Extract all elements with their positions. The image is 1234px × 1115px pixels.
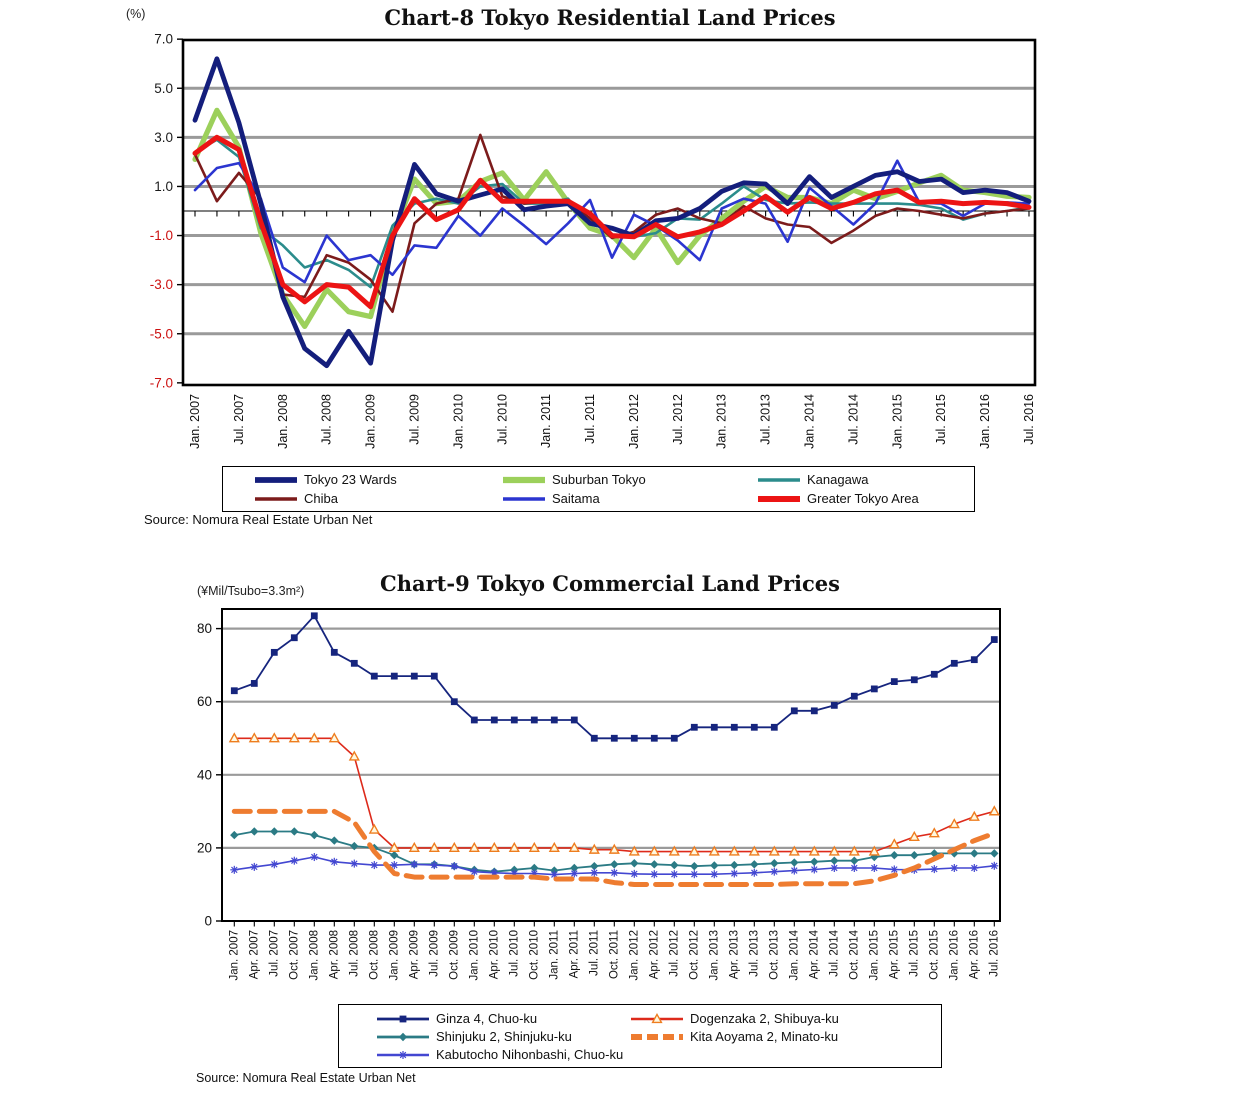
diamond-marker xyxy=(830,856,838,864)
x-tick-label: Jan. 2009 xyxy=(388,930,401,981)
legend-label: Greater Tokyo Area xyxy=(807,491,919,506)
y-tick-label: -1.0 xyxy=(149,228,173,244)
x-tick-label: Jul. 2008 xyxy=(319,394,334,445)
square-marker xyxy=(771,724,778,731)
square-marker xyxy=(491,717,498,724)
y-tick-label: 80 xyxy=(196,621,212,637)
diamond-marker xyxy=(730,861,738,869)
legend-swatch xyxy=(629,1011,685,1027)
square-marker xyxy=(471,717,478,724)
y-tick-label: 0 xyxy=(204,913,212,929)
diamond-marker xyxy=(630,859,638,867)
square-marker xyxy=(331,649,338,656)
x-tick-label: Oct. 2010 xyxy=(528,930,541,980)
triangle-marker xyxy=(990,807,999,815)
chart9-legend xyxy=(338,1004,942,1068)
square-marker xyxy=(400,1016,407,1023)
chart8-residential-line-chart xyxy=(0,0,1234,462)
y-tick-label: 5.0 xyxy=(154,80,173,96)
series-line-ginza-4-chuo-ku xyxy=(234,616,994,739)
x-tick-label: Jan. 2014 xyxy=(802,394,817,449)
diamond-marker xyxy=(290,827,298,835)
diamond-marker xyxy=(850,856,858,864)
legend-label: Kanagawa xyxy=(807,472,869,487)
square-marker xyxy=(371,673,378,680)
square-marker xyxy=(631,735,638,742)
y-tick-label: -5.0 xyxy=(149,326,173,342)
chart8-legend xyxy=(222,466,975,512)
x-tick-label: Jul. 2014 xyxy=(828,930,841,977)
x-tick-label: Jan. 2014 xyxy=(788,930,801,981)
square-marker xyxy=(571,717,578,724)
square-marker xyxy=(311,612,318,619)
x-tick-label: Oct. 2014 xyxy=(848,930,861,980)
x-tick-label: Apr. 2008 xyxy=(328,930,341,980)
legend-swatch xyxy=(253,472,299,488)
diamond-marker xyxy=(310,831,318,839)
square-marker xyxy=(891,678,898,685)
square-marker xyxy=(751,724,758,731)
square-marker xyxy=(711,724,718,731)
x-tick-label: Jan. 2007 xyxy=(188,394,202,449)
x-tick-label: Jan. 2013 xyxy=(708,930,721,981)
legend-item-kabutocho-nihonbashi-chuo-ku xyxy=(375,1047,623,1063)
chart9-title: Chart-9 Tokyo Commercial Land Prices xyxy=(380,571,840,596)
y-tick-label: -7.0 xyxy=(149,375,173,391)
legend-item-saitama xyxy=(501,491,600,507)
square-marker xyxy=(351,660,358,667)
chart9-y-unit-label: (¥Mil/Tsubo=3.3m²) xyxy=(197,584,305,598)
diamond-marker xyxy=(250,827,258,835)
legend-label: Tokyo 23 Wards xyxy=(304,472,397,487)
x-tick-label: Jul. 2012 xyxy=(668,930,681,977)
square-marker xyxy=(291,634,298,641)
square-marker xyxy=(251,680,258,687)
legend-label: Saitama xyxy=(552,491,600,506)
legend-item-shinjuku-2-shinjuku-ku xyxy=(375,1029,572,1045)
square-marker xyxy=(391,673,398,680)
x-tick-label: Oct. 2008 xyxy=(368,930,381,980)
square-marker xyxy=(531,717,538,724)
legend-item-ginza-4-chuo-ku xyxy=(375,1011,537,1027)
square-marker xyxy=(411,673,418,680)
x-tick-label: Apr. 2015 xyxy=(888,930,901,980)
legend-item-kita-aoyama-2-minato-ku xyxy=(629,1029,838,1045)
diamond-marker xyxy=(810,858,818,866)
x-tick-label: Jan. 2011 xyxy=(539,394,554,448)
y-tick-label: 40 xyxy=(196,767,212,783)
x-tick-label: Jan. 2012 xyxy=(628,930,641,981)
x-tick-label: Jan. 2013 xyxy=(714,394,729,449)
diamond-marker xyxy=(710,861,718,869)
square-marker xyxy=(971,656,978,663)
square-marker xyxy=(731,724,738,731)
x-tick-label: Jan. 2015 xyxy=(890,394,905,449)
x-tick-label: Jul. 2013 xyxy=(758,394,773,445)
x-tick-label: Jul. 2013 xyxy=(748,930,761,977)
series-line-suburban-tokyo xyxy=(195,110,1029,326)
x-tick-label: Jul. 2007 xyxy=(231,394,246,445)
diamond-marker xyxy=(670,861,678,869)
legend-item-tokyo-23-wards xyxy=(253,472,397,488)
chart9-commercial-line-chart xyxy=(0,555,1234,1003)
triangle-marker xyxy=(370,825,379,833)
x-tick-label: Oct. 2013 xyxy=(768,930,781,980)
x-tick-label: Apr. 2010 xyxy=(488,930,501,980)
x-tick-label: Jul. 2015 xyxy=(908,930,921,977)
legend-item-dogenzaka-2-shibuya-ku xyxy=(629,1011,839,1027)
x-tick-label: Jan. 2016 xyxy=(978,394,993,449)
legend-swatch xyxy=(756,472,802,488)
diamond-marker xyxy=(690,862,698,870)
diamond-marker xyxy=(770,859,778,867)
legend-swatch xyxy=(375,1029,431,1045)
x-tick-label: Apr. 2016 xyxy=(968,930,981,980)
x-tick-label: Jul. 2007 xyxy=(268,930,281,977)
square-marker xyxy=(811,707,818,714)
x-tick-label: Jul. 2009 xyxy=(428,930,441,977)
y-tick-label: 3.0 xyxy=(154,129,173,145)
legend-label: Kita Aoyama 2, Minato-ku xyxy=(690,1029,839,1044)
diamond-marker xyxy=(230,831,238,839)
diamond-marker xyxy=(970,849,978,857)
y-tick-label: 1.0 xyxy=(154,178,173,194)
legend-label: Suburban Tokyo xyxy=(552,472,646,487)
square-marker xyxy=(551,717,558,724)
x-tick-label: Jan. 2009 xyxy=(363,394,378,449)
diamond-marker xyxy=(790,858,798,866)
legend-label: Dogenzaka 2, Shibuya-ku xyxy=(690,1011,839,1026)
x-tick-label: Oct. 2015 xyxy=(928,930,941,980)
x-tick-label: Oct. 2012 xyxy=(688,930,701,980)
diamond-marker xyxy=(910,851,918,859)
square-marker xyxy=(611,735,618,742)
x-tick-label: Jul. 2014 xyxy=(846,394,861,445)
diamond-marker xyxy=(330,836,338,844)
series-line-saitama xyxy=(195,161,1029,283)
diamond-marker xyxy=(390,851,398,859)
legend-swatch xyxy=(375,1047,431,1063)
x-tick-label: Jan. 2012 xyxy=(626,394,641,449)
x-tick-label: Jul. 2010 xyxy=(508,930,521,977)
diamond-marker xyxy=(610,860,618,868)
x-tick-label: Jul. 2015 xyxy=(934,394,949,445)
square-marker xyxy=(651,735,658,742)
square-marker xyxy=(271,649,278,656)
chart8-y-unit-label: (%) xyxy=(126,7,146,21)
x-tick-label: Apr. 2012 xyxy=(648,930,661,980)
series-line-greater-tokyo-area xyxy=(195,137,1029,306)
legend-item-kanagawa xyxy=(756,472,868,488)
square-marker xyxy=(911,676,918,683)
x-tick-label: Jul. 2011 xyxy=(583,394,598,444)
legend-swatch xyxy=(253,491,299,507)
legend-swatch xyxy=(629,1029,685,1045)
x-tick-label: Jul. 2011 xyxy=(588,930,601,976)
diamond-marker xyxy=(750,860,758,868)
legend-item-suburban-tokyo xyxy=(501,472,646,488)
x-tick-label: Jul. 2016 xyxy=(988,930,1001,977)
legend-item-greater-tokyo-area xyxy=(756,491,919,507)
x-tick-label: Jul. 2008 xyxy=(348,930,361,977)
square-marker xyxy=(231,687,238,694)
square-marker xyxy=(591,735,598,742)
x-tick-label: Jan. 2015 xyxy=(868,930,881,981)
chart8-source: Source: Nomura Real Estate Urban Net xyxy=(144,512,373,527)
x-tick-label: Jul. 2010 xyxy=(495,394,510,445)
square-marker xyxy=(791,707,798,714)
x-tick-label: Apr. 2014 xyxy=(808,930,821,980)
legend-swatch xyxy=(756,491,802,507)
x-tick-label: Apr. 2013 xyxy=(728,930,741,980)
x-tick-label: Oct. 2007 xyxy=(288,930,301,980)
legend-swatch xyxy=(501,491,547,507)
diamond-marker xyxy=(990,849,998,857)
x-tick-label: Jan. 2010 xyxy=(451,394,466,449)
square-marker xyxy=(831,702,838,709)
x-tick-label: Oct. 2011 xyxy=(608,930,621,980)
x-tick-label: Jan. 2011 xyxy=(548,930,561,980)
square-marker xyxy=(851,693,858,700)
diamond-marker xyxy=(270,827,278,835)
square-marker xyxy=(991,636,998,643)
square-marker xyxy=(871,686,878,693)
x-tick-label: Apr. 2009 xyxy=(408,930,421,980)
x-tick-label: Oct. 2009 xyxy=(448,930,461,980)
legend-item-chiba xyxy=(253,491,338,507)
legend-swatch xyxy=(501,472,547,488)
x-tick-label: Apr. 2007 xyxy=(248,930,261,980)
x-tick-label: Apr. 2011 xyxy=(568,930,581,979)
legend-label: Shinjuku 2, Shinjuku-ku xyxy=(436,1029,572,1044)
diamond-marker xyxy=(350,842,358,850)
square-marker xyxy=(451,698,458,705)
x-tick-label: Jul. 2016 xyxy=(1021,394,1036,445)
diamond-marker xyxy=(890,851,898,859)
x-tick-label: Jan. 2016 xyxy=(948,930,961,981)
legend-label: Ginza 4, Chuo-ku xyxy=(436,1011,538,1026)
chart8-title: Chart-8 Tokyo Residential Land Prices xyxy=(384,5,836,30)
y-tick-label: 20 xyxy=(196,840,212,856)
x-tick-label: Jan. 2008 xyxy=(308,930,321,981)
square-marker xyxy=(511,717,518,724)
legend-label: Kabutocho Nihonbashi, Chuo-ku xyxy=(436,1047,624,1062)
square-marker xyxy=(931,671,938,678)
x-tick-label: Jan. 2007 xyxy=(228,930,241,981)
square-marker xyxy=(431,673,438,680)
x-tick-label: Jul. 2012 xyxy=(670,394,685,445)
x-tick-label: Jul. 2009 xyxy=(407,394,422,445)
series-line-dogenzaka-2-shibuya-ku xyxy=(234,738,994,851)
diamond-marker xyxy=(399,1033,407,1041)
y-tick-label: 60 xyxy=(196,694,212,710)
y-tick-label: -3.0 xyxy=(149,277,173,293)
x-tick-label: Jan. 2008 xyxy=(275,394,290,449)
x-tick-label: Jan. 2010 xyxy=(468,930,481,981)
y-tick-label: 7.0 xyxy=(154,31,173,47)
square-marker xyxy=(671,735,678,742)
square-marker xyxy=(691,724,698,731)
diamond-marker xyxy=(650,860,658,868)
chart9-source: Source: Nomura Real Estate Urban Net xyxy=(196,1071,416,1085)
legend-label: Chiba xyxy=(304,491,338,506)
square-marker xyxy=(951,660,958,667)
legend-swatch xyxy=(375,1011,431,1027)
